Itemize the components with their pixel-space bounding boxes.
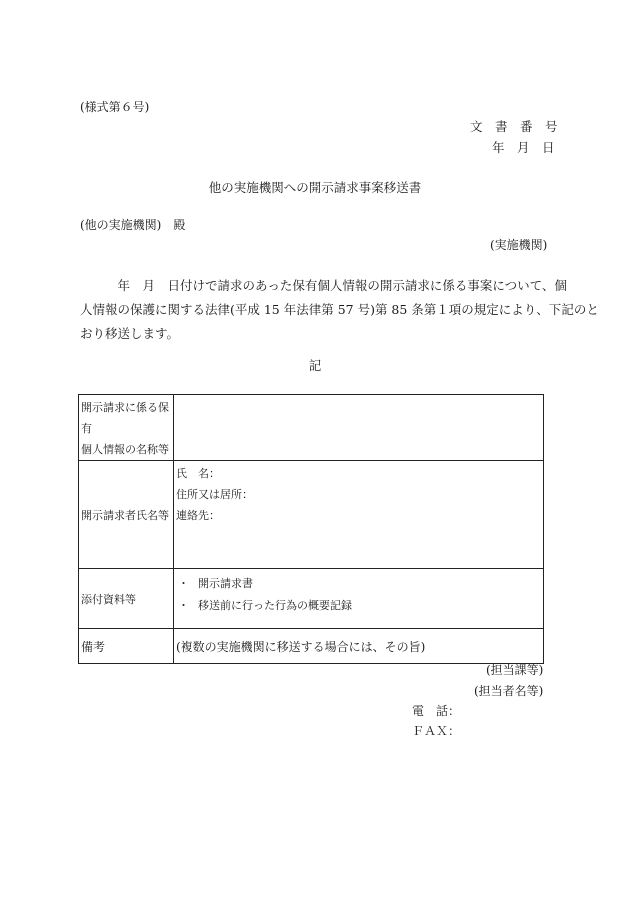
table-cell-label: [79, 569, 174, 629]
table-cell-label: [79, 461, 174, 569]
bullet: ・: [178, 577, 189, 590]
attachments-label: 添付資料等: [81, 592, 136, 606]
attachment-item: 移送前に行った行為の概要記録: [198, 599, 352, 612]
body-line: 年 月 日付けで請求のあった保有個人情報の開示請求に係る事案について、個: [80, 278, 567, 293]
attachment-item: 開示請求書: [198, 577, 253, 590]
remarks-value-cell: [174, 629, 544, 664]
requester-name-field: 氏 名：: [176, 467, 220, 480]
contact-person: (担当者名等): [474, 684, 544, 698]
remarks-value: (複数の実施機関に移送する場合には、その旨): [176, 639, 426, 654]
requester-contact-field: 連絡先：: [176, 509, 220, 522]
ki-heading: 記: [308, 358, 322, 373]
requester-address-field: 住所又は居所：: [176, 488, 253, 501]
info-name-label-line1: 開示請求に係る保有: [81, 401, 169, 435]
bullet: ・: [178, 599, 189, 612]
form-number: (様式第６号): [80, 100, 150, 114]
table-cell-label: [79, 395, 174, 461]
addressee: (他の実施機関) 殿: [80, 218, 186, 232]
contact-department: (担当課等): [486, 663, 544, 677]
requester-details: [174, 461, 544, 569]
table-cell-label: [79, 629, 174, 664]
body-line: 人情報の保護に関する法律(平成 15 年法律第 57 号)第 85 条第１項の規定により、下記のと: [80, 302, 599, 317]
attachments-list: [174, 569, 544, 629]
sender: (実施機関): [490, 238, 548, 252]
list-item: [174, 573, 543, 595]
table-row: [79, 395, 544, 461]
date-label: 年 月 日: [492, 140, 555, 155]
table-row: [79, 569, 544, 629]
body-line: おり移送します。: [80, 326, 180, 341]
info-name-label-line2: 個人情報の名称等: [81, 443, 169, 456]
table-row: [79, 629, 544, 664]
list-item: [174, 595, 543, 617]
transfer-details-table: [78, 394, 544, 664]
contact-fax: ＦＡＸ：: [412, 724, 461, 738]
remarks-label: 備考: [81, 639, 106, 654]
body-paragraph: [80, 274, 599, 346]
contact-phone: 電 話：: [412, 704, 461, 718]
info-name-value: [174, 395, 544, 461]
table-row: [79, 461, 544, 569]
page-title: 他の実施機関への開示請求事案移送書: [208, 180, 422, 195]
requester-label: 開示請求者氏名等: [81, 508, 169, 522]
document-number-label: 文 書 番 号: [470, 119, 558, 134]
